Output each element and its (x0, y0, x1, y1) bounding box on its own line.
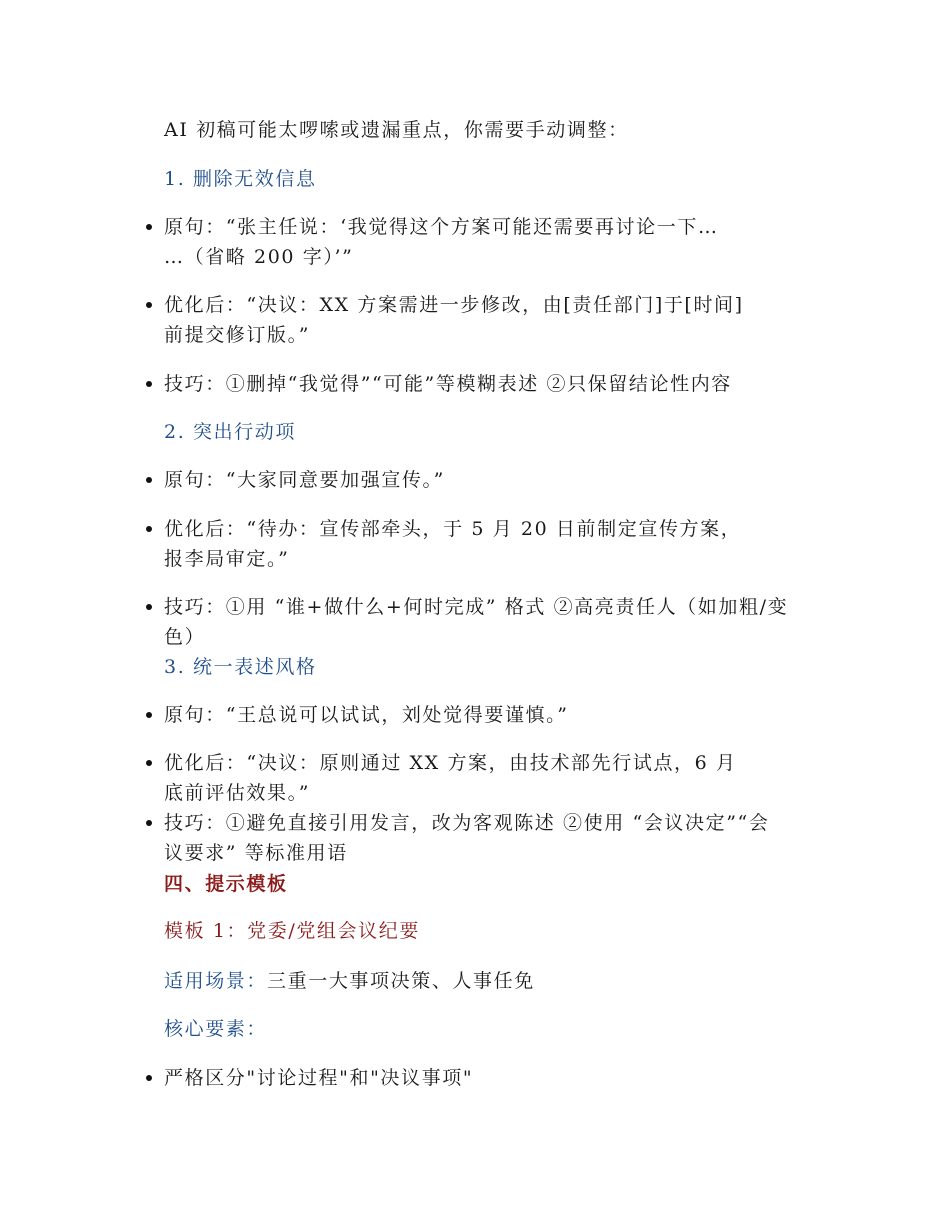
list-item: 严格区分"讨论过程"和"决议事项" (164, 1063, 804, 1093)
bullet-icon (146, 477, 152, 483)
list-item: 技巧：①删掉“我觉得”“可能”等模糊表述 ②只保留结论性内容 (164, 369, 804, 399)
bullet-icon (146, 760, 152, 766)
bullet-icon (146, 381, 152, 387)
bullet-icon (146, 526, 152, 532)
scene-label: 适用场景： (164, 970, 268, 992)
list-item: 优化后：“决议：XX 方案需进一步修改，由[责任部门]于[时间] 前提交修订版。” (164, 290, 804, 350)
intro-paragraph: AI 初稿可能太啰嗦或遗漏重点，你需要手动调整： (164, 119, 629, 141)
bullet-icon (146, 1075, 152, 1081)
core-label: 核心要素： (164, 1018, 268, 1040)
bullet-icon (146, 604, 152, 610)
list-item: 优化后：“决议：原则通过 XX 方案，由技术部先行试点，6 月 底前评估效果。” (164, 748, 804, 808)
bullet-icon (146, 712, 152, 718)
section-4-heading: 四、提示模板 (164, 873, 288, 895)
bullet-icon (146, 302, 152, 308)
list-item: 优化后：“待办：宣传部牵头，于 5 月 20 日前制定宣传方案， 报李局审定。” (164, 514, 804, 574)
list-item: 技巧：①避免直接引用发言，改为客观陈述 ②使用 “会议决定”“会 议要求” 等标准用语 (164, 808, 804, 868)
section-1-heading: 1. 删除无效信息 (164, 168, 317, 190)
list-item: 原句：“王总说可以试试，刘处觉得要谨慎。” (164, 700, 804, 730)
section-3-heading: 3. 统一表述风格 (164, 656, 317, 678)
template-title: 模板 1：党委/党组会议纪要 (164, 920, 420, 942)
list-item: 原句：“大家同意要加强宣传。” (164, 465, 804, 495)
bullet-icon (146, 224, 152, 230)
list-item: 原句：“张主任说：‘我觉得这个方案可能还需要再讨论一下… …（省略 200 字）’” (164, 212, 804, 272)
scene-value: 三重一大事项决策、人事任免 (267, 970, 535, 992)
list-item: 技巧：①用 “谁+做什么+何时完成” 格式 ②高亮责任人（如加粗/变 色） (164, 592, 804, 652)
bullet-icon (146, 820, 152, 826)
section-2-heading: 2. 突出行动项 (164, 421, 296, 443)
scene-line (164, 966, 804, 996)
